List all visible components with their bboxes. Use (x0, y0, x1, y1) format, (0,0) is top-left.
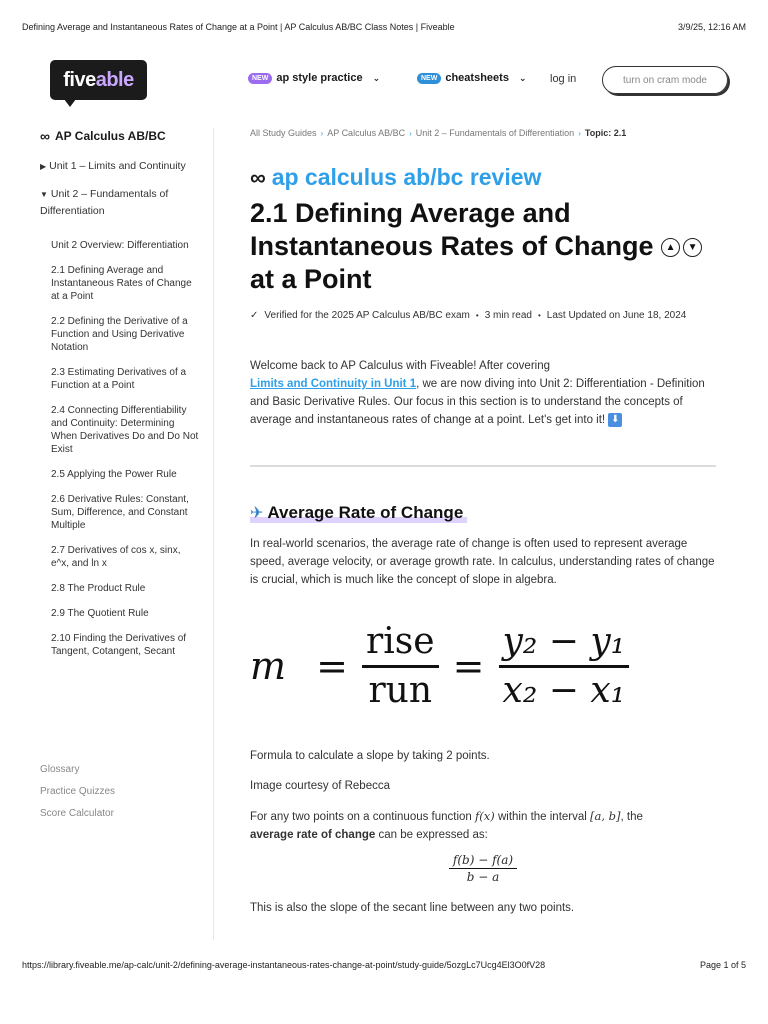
chevron-down-icon: ⌄ (372, 72, 381, 83)
formula-denominator: x₂ − x₁ (502, 669, 626, 711)
feedback-buttons (661, 238, 702, 257)
last-updated: Last Updated on June 18, 2024 (546, 310, 687, 321)
sidebar-topic[interactable]: 2.5 Applying the Power Rule (51, 469, 177, 480)
print-footer (22, 960, 746, 970)
verified-label: Verified for the 2025 AP Calculus AB/BC exam (264, 310, 470, 321)
print-header-title: Defining Average and Instantaneous Rates of Change at a Point | AP Calculus AB/BC Class Notes | Fiveable (22, 22, 455, 32)
dot-separator: • (537, 311, 541, 320)
print-header-datetime: 3/9/25, 12:16 AM (677, 22, 746, 32)
intro-text: , we are now diving into Unit 2: Differentiation - Definition and Basic Derivative Rules. Our focus in this section is to understand the concepts of average and instantaneous rates of change at a point. Let's get into it! (250, 378, 705, 426)
cheatsheets-label: cheatsheets (445, 72, 509, 84)
formula-rise: rise (366, 620, 435, 662)
logo-text-accent: able (95, 68, 134, 91)
infinity-icon: ∞ (40, 128, 50, 144)
page-title-part2: at a Point (250, 264, 372, 294)
cheatsheets-menu[interactable] (417, 72, 526, 84)
sidebar-topic[interactable]: Unit 2 Overview: Differentiation (51, 240, 189, 251)
checkmark-icon: ✓ (250, 310, 259, 321)
login-link[interactable]: log in (550, 73, 577, 85)
image-credit: Image courtesy of Rebecca (250, 780, 390, 792)
thumbs-up-icon[interactable]: ▲ (661, 238, 680, 257)
page-title (250, 197, 716, 296)
sidebar-topic-list[interactable] (51, 239, 201, 753)
logo-tail (64, 99, 76, 107)
new-badge: NEW (417, 73, 441, 84)
text: can be expressed as: (378, 829, 488, 841)
breadcrumb (250, 128, 716, 138)
unit-label: Unit 1 – Limits and Continuity (49, 160, 186, 172)
chevron-down-icon: ⌄ (518, 72, 527, 83)
text: , the (620, 811, 643, 823)
fiveable-logo[interactable] (50, 60, 147, 100)
thumbs-down-icon[interactable]: ▼ (683, 238, 702, 257)
chevron-right-icon: › (578, 128, 581, 138)
sidebar-link-score-calculator[interactable]: Score Calculator (40, 808, 114, 819)
formula-numerator: f(b) − f(a) (452, 853, 514, 867)
print-footer-url: https://library.fiveable.me/ap-calc/unit-2/defining-average-instantaneous-rates-change-at-point/study-guide/5ozgLc7Ucg4El3O0fV28 (22, 960, 546, 970)
unit-label: Unit 2 – Fundamentals of Differentiation (40, 188, 169, 217)
logo-text-main: five (63, 68, 96, 91)
read-time: 3 min read (484, 310, 532, 321)
sidebar-unit-2[interactable] (40, 186, 210, 219)
sidebar-link-practice-quizzes[interactable]: Practice Quizzes (40, 786, 116, 797)
divider (250, 465, 716, 467)
image-caption: Formula to calculate a slope by taking 2 points. (250, 750, 490, 762)
breadcrumb-item[interactable]: All Study Guides (250, 128, 317, 138)
slope-formula-image (250, 611, 716, 721)
sidebar-topic[interactable]: 2.6 Derivative Rules: Constant, Sum, Difference, and Constant Multiple (51, 494, 189, 531)
sidebar-topic[interactable]: 2.8 The Product Rule (51, 583, 146, 594)
sidebar-divider (213, 128, 214, 940)
new-badge: NEW (248, 73, 272, 84)
top-nav (50, 60, 732, 102)
down-arrow-icon: ⬇ (608, 413, 622, 427)
page-title-part1: 2.1 Defining Average and Instantaneous Rates of Change (250, 198, 654, 261)
print-header (22, 22, 746, 32)
course-review-heading[interactable] (250, 164, 716, 191)
ap-style-practice-label: ap style practice (276, 72, 363, 84)
sidebar-topic[interactable]: 2.3 Estimating Derivatives of a Function at a Point (51, 367, 187, 391)
sidebar (40, 128, 210, 828)
sidebar-topic[interactable]: 2.7 Derivatives of cos x, sinx, e^x, and ln x (51, 545, 181, 569)
article-meta (250, 310, 716, 321)
sidebar-course-title[interactable] (40, 128, 210, 144)
sidebar-topic[interactable]: 2.1 Defining Average and Instantaneous Rates of Change at a Point (51, 265, 192, 302)
breadcrumb-item[interactable]: AP Calculus AB/BC (327, 128, 406, 138)
airplane-icon: ✈ (250, 505, 264, 522)
sidebar-topic[interactable]: 2.2 Defining the Derivative of a Function and Using Derivative Notation (51, 316, 188, 353)
sidebar-topic[interactable]: 2.4 Connecting Differentiability and Continuity: Determining When Derivatives Do and Do Not Exist (51, 405, 199, 455)
paragraph (250, 807, 716, 844)
section-heading (250, 503, 467, 523)
breadcrumb-item[interactable]: Unit 2 – Fundamentals of Differentiation (415, 128, 575, 138)
unit-1-link[interactable]: Limits and Continuity in Unit 1 (250, 378, 417, 390)
formula-equals: = (452, 644, 485, 688)
math-interval: [a, b] (590, 809, 621, 823)
formula-numerator: y₂ − y₁ (502, 620, 626, 662)
intro-text: Welcome back to AP Calculus with Fiveable! After covering (250, 360, 550, 372)
dot-separator: • (475, 311, 479, 320)
average-rate-formula (250, 852, 716, 885)
cram-mode-button[interactable]: turn on cram mode (602, 66, 728, 94)
chevron-right-icon: › (409, 128, 412, 138)
formula-equals: = (316, 644, 348, 688)
intro-paragraph (250, 357, 716, 429)
text: For any two points on a continuous function (250, 811, 472, 823)
paragraph: In real-world scenarios, the average rate of change is often used to represent average speed, average velocity, or average growth rate. In calculus, understanding rates of change is crucial, which is much like the concept of slope in algebra. (250, 538, 715, 586)
formula-m: m (250, 644, 287, 688)
course-title-label: AP Calculus AB/BC (54, 129, 166, 143)
review-label: ap calculus ab/bc review (271, 164, 542, 190)
caret-right-icon: ▶ (40, 162, 47, 171)
main-content (250, 128, 716, 917)
print-footer-page: Page 1 of 5 (699, 960, 746, 970)
sidebar-link-glossary[interactable]: Glossary (40, 764, 80, 775)
text: within the interval (497, 811, 587, 823)
rise-over-run (362, 619, 439, 714)
infinity-icon: ∞ (250, 164, 266, 190)
formula-run: run (368, 669, 433, 711)
sidebar-topic[interactable]: 2.10 Finding the Derivatives of Tangent, Cotangent, Secant (51, 633, 187, 657)
ap-style-practice-menu[interactable] (248, 72, 380, 84)
caret-down-icon: ▼ (40, 190, 48, 199)
section-heading-text: Average Rate of Change (267, 503, 464, 522)
paragraph: This is also the slope of the secant line between any two points. (250, 902, 575, 914)
chevron-right-icon: › (320, 128, 324, 138)
delta-y-over-delta-x (499, 619, 630, 714)
math-fx: f(x) (475, 809, 495, 823)
formula-denominator: b − a (466, 870, 500, 884)
sidebar-topic[interactable]: 2.9 The Quotient Rule (51, 608, 149, 619)
bold-term: average rate of change (250, 829, 376, 841)
breadcrumb-current: Topic: 2.1 (584, 128, 627, 138)
formula-fraction (449, 852, 517, 885)
sidebar-unit-1[interactable] (40, 158, 210, 175)
